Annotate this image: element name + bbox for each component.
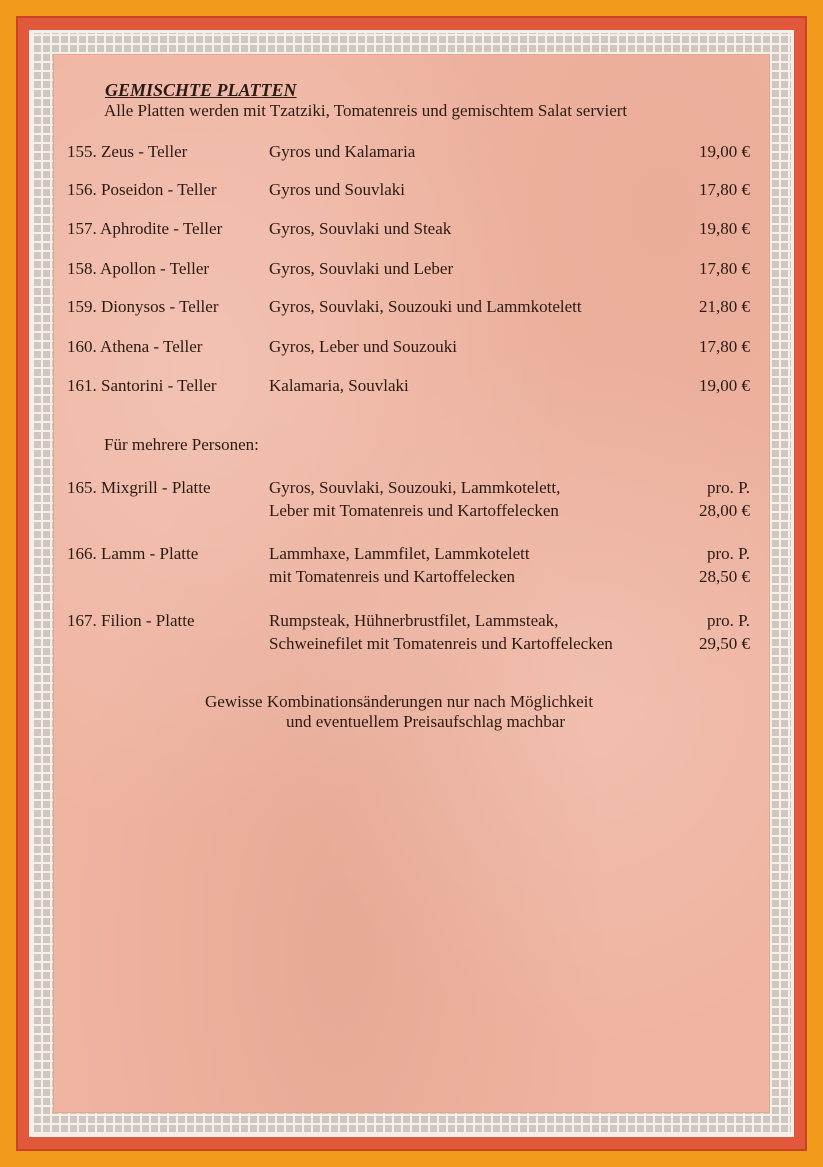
item-name: 156. Poseidon - Teller bbox=[67, 180, 217, 199]
item-price: 19,80 € bbox=[699, 219, 750, 238]
item-price: 19,00 € bbox=[699, 376, 750, 395]
platter-unit: pro. P. bbox=[707, 544, 750, 563]
platter-description: Lammhaxe, Lammfilet, Lammkotelett bbox=[269, 544, 530, 563]
item-price: 17,80 € bbox=[699, 337, 750, 356]
item-name: 159. Dionysos - Teller bbox=[67, 297, 219, 316]
item-name: 158. Apollon - Teller bbox=[67, 259, 210, 278]
item-price: 17,80 € bbox=[699, 180, 750, 199]
item-price: 19,00 € bbox=[699, 142, 750, 161]
item-description: Gyros, Souvlaki, Souzouki und Lammkotelett bbox=[269, 297, 582, 316]
platter-price: 28,00 € bbox=[699, 501, 750, 520]
platter-description: Leber mit Tomatenreis und Kartoffelecken bbox=[269, 501, 559, 520]
item-name: 161. Santorini - Teller bbox=[67, 376, 217, 395]
platter-name: 165. Mixgrill - Platte bbox=[67, 478, 211, 497]
item-description: Gyros und Souvlaki bbox=[269, 180, 405, 199]
platter-price: 29,50 € bbox=[699, 634, 750, 653]
item-description: Gyros, Souvlaki und Leber bbox=[269, 259, 454, 278]
platter-name: 166. Lamm - Platte bbox=[67, 544, 199, 563]
platter-description: Rumpsteak, Hühnerbrustfilet, Lammsteak, bbox=[269, 611, 559, 630]
item-name: 155. Zeus - Teller bbox=[67, 142, 188, 161]
platter-name: 167. Filion - Platte bbox=[67, 611, 195, 630]
footer-note-line2: und eventuellem Preisaufschlag machbar bbox=[286, 712, 565, 731]
item-description: Gyros und Kalamaria bbox=[269, 142, 416, 161]
item-description: Kalamaria, Souvlaki bbox=[269, 376, 409, 395]
footer-note-line1: Gewisse Kombinationsänderungen nur nach Möglichkeit bbox=[205, 692, 594, 711]
platter-unit: pro. P. bbox=[707, 611, 750, 630]
section-title: GEMISCHTE PLATTEN bbox=[105, 80, 297, 100]
group-heading: Für mehrere Personen: bbox=[104, 435, 259, 454]
item-price: 21,80 € bbox=[699, 297, 750, 316]
item-description: Gyros, Souvlaki und Steak bbox=[269, 219, 452, 238]
section-subtitle: Alle Platten werden mit Tzatziki, Tomatenreis und gemischtem Salat serviert bbox=[104, 101, 628, 120]
item-price: 17,80 € bbox=[699, 259, 750, 278]
item-description: Gyros, Leber und Souzouki bbox=[269, 337, 457, 356]
item-name: 160. Athena - Teller bbox=[67, 337, 203, 356]
platter-description: Schweinefilet mit Tomatenreis und Kartoffelecken bbox=[269, 634, 613, 653]
platter-description: Gyros, Souvlaki, Souzouki, Lammkotelett, bbox=[269, 478, 561, 497]
platter-price: 28,50 € bbox=[699, 567, 750, 586]
platter-description: mit Tomatenreis und Kartoffelecken bbox=[269, 567, 516, 586]
item-name: 157. Aphrodite - Teller bbox=[67, 219, 223, 238]
platter-unit: pro. P. bbox=[707, 478, 750, 497]
